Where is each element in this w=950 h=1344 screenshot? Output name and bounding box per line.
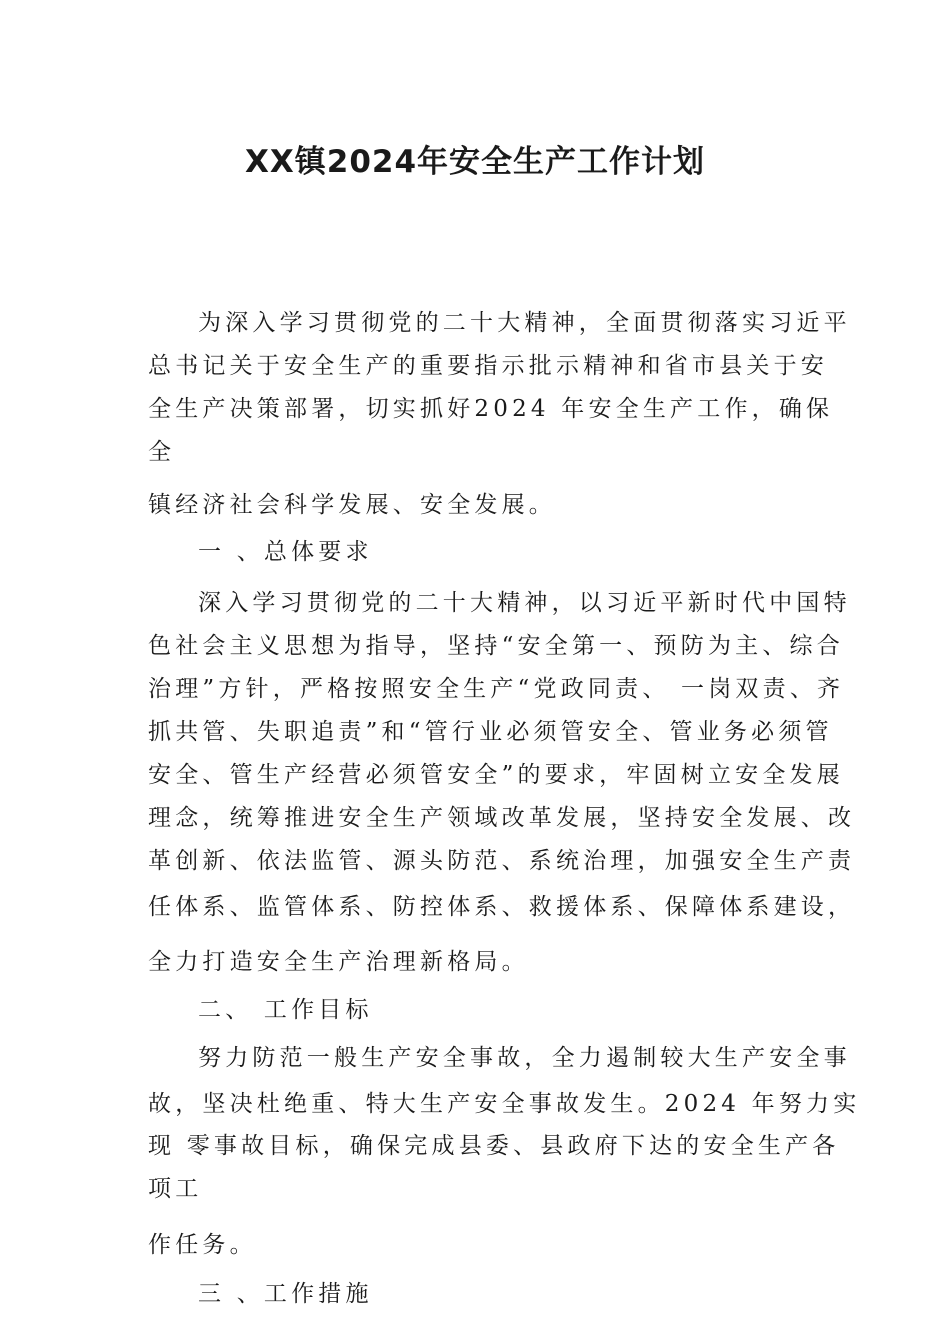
paragraph-line: 任体系、监管体系、防控体系、救援体系、保障体系建设， <box>148 894 856 920</box>
paragraph-line: 深入学习贯彻党的二十大精神，以习近平新时代中国特 <box>198 590 851 616</box>
paragraph-line: 总书记关于安全生产的重要指示批示精神和省市县关于安 <box>148 353 828 379</box>
paragraph-line: 全 <box>148 439 176 465</box>
section-heading: 一 、总体要求 <box>198 539 373 565</box>
section-heading: 三 、工作措施 <box>198 1281 373 1307</box>
paragraph-line: 治理”方针，严格按照安全生产“党政同责、 一岗双责、齐 <box>148 676 845 702</box>
paragraph-line: 努力防范一般生产安全事故，全力遏制较大生产安全事 <box>198 1045 851 1071</box>
paragraph-line: 项工 <box>148 1176 203 1202</box>
paragraph-line: 安全、管生产经营必须管安全”的要求，牢固树立安全发展 <box>148 762 844 788</box>
paragraph-line: 现 零事故目标，确保完成县委、县政府下达的安全生产各 <box>148 1133 840 1159</box>
paragraph-line: 抓共管、失职追责”和“管行业必须管安全、管业务必须管 <box>148 719 833 745</box>
paragraph-line: 革创新、依法监管、源头防范、系统治理，加强安全生产责 <box>148 848 856 874</box>
section-heading: 二、 工作目标 <box>198 997 373 1023</box>
paragraph-line: 全力打造安全生产治理新格局。 <box>148 949 529 975</box>
paragraph-line: 镇经济社会科学发展、安全发展。 <box>148 492 556 518</box>
paragraph-line: 理念，统筹推进安全生产领域改革发展，坚持安全发展、改 <box>148 805 856 831</box>
paragraph-line: 色社会主义思想为指导，坚持“安全第一、预防为主、综合 <box>148 633 844 659</box>
paragraph-line: 为深入学习贯彻党的二十大精神，全面贯彻落实习近平 <box>198 310 851 336</box>
paragraph-line: 全生产决策部署，切实抓好2024 年安全生产工作，确保 <box>148 396 834 422</box>
paragraph-line: 作任务。 <box>148 1232 257 1258</box>
document-title: XX镇2024年安全生产工作计划 <box>244 144 706 180</box>
paragraph-line: 故，坚决杜绝重、特大生产安全事故发生。2024 年努力实 <box>148 1091 861 1117</box>
